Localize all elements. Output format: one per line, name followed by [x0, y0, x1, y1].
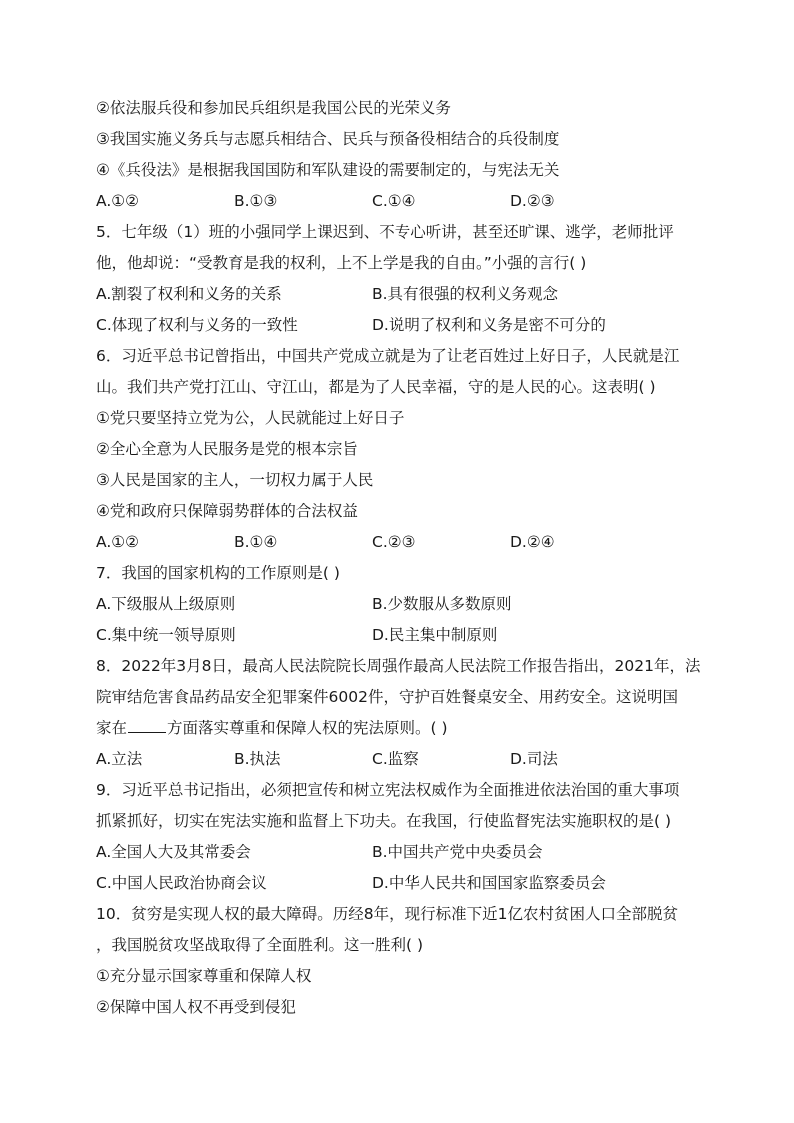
q6-options: [96, 527, 708, 558]
q6-option-b[interactable]: B.①④: [234, 533, 278, 551]
q4-statement-2: ②依法服兵役和参加民兵组织是我国公民的光荣义务: [96, 99, 451, 117]
q7-stem: 7．我国的国家机构的工作原则是( ): [96, 564, 340, 582]
q5-options-row-1: [96, 279, 708, 310]
q4-option-a[interactable]: A.①②: [96, 192, 140, 210]
q10-stem-line-1: 10．贫穷是实现人权的最大障碍。历经8年，现行标准下近1亿农村贫困人口全部脱贫: [96, 905, 678, 923]
q5-option-d[interactable]: D.说明了权利和义务是密不可分的: [372, 316, 606, 334]
q8-option-d[interactable]: D.司法: [510, 750, 558, 768]
q8-options: [96, 744, 708, 775]
q6-option-c[interactable]: C.②③: [372, 533, 416, 551]
q8-stem-line-1: 8．2022年3月8日，最高人民法院院长周强作最高人民法院工作报告指出，2021年，法: [96, 657, 701, 675]
q5-stem-line-2: 他，他却说：“受教育是我的权利，上不上学是我的自由。”小强的言行( ): [96, 254, 587, 272]
q9-options-row-1: [96, 837, 708, 868]
q8-option-c[interactable]: C.监察: [372, 750, 419, 768]
q6-option-a[interactable]: A.①②: [96, 533, 140, 551]
q6-stem-line-1: 6．习近平总书记曾指出，中国共产党成立就是为了让老百姓过上好日子，人民就是江: [96, 347, 680, 365]
q8-stem-suffix: 方面落实尊重和保障人权的宪法原则。( ): [167, 719, 448, 737]
q10-statement-1: ①充分显示国家尊重和保障人权: [96, 967, 312, 985]
q6-statement-4: ④党和政府只保障弱势群体的合法权益: [96, 502, 358, 520]
q4-option-b[interactable]: B.①③: [234, 192, 278, 210]
q4-option-c[interactable]: C.①④: [372, 192, 416, 210]
q6-statement-3: ③人民是国家的主人，一切权力属于人民: [96, 471, 374, 489]
q8-option-a[interactable]: A.立法: [96, 750, 143, 768]
q8-stem-line-3: [96, 713, 708, 744]
q5-options-row-2: [96, 310, 708, 341]
q9-option-c[interactable]: C.中国人民政治协商会议: [96, 874, 267, 892]
q6-statement-1: ①党只要坚持立党为公，人民就能过上好日子: [96, 409, 405, 427]
q9-options-row-2: [96, 868, 708, 899]
q8-option-b[interactable]: B.执法: [234, 750, 281, 768]
q7-options-row-1: [96, 589, 708, 620]
q7-option-a[interactable]: A.下级服从上级原则: [96, 595, 236, 613]
fill-in-blank[interactable]: [128, 731, 166, 733]
q5-stem-line-1: 5．七年级（1）班的小强同学上课迟到、不专心听讲，甚至还旷课、逃学，老师批评: [96, 223, 674, 241]
q10-statement-2: ②保障中国人权不再受到侵犯: [96, 998, 296, 1016]
q8-stem-prefix: 家在: [96, 719, 128, 737]
q7-option-b[interactable]: B.少数服从多数原则: [372, 595, 512, 613]
q9-option-d[interactable]: D.中华人民共和国国家监察委员会: [372, 874, 606, 892]
q4-option-d[interactable]: D.②③: [510, 192, 555, 210]
q10-stem-line-2: ，我国脱贫攻坚战取得了全面胜利。这一胜利( ): [96, 936, 424, 954]
q5-option-c[interactable]: C.体现了权利与义务的一致性: [96, 316, 298, 334]
q9-stem-line-1: 9．习近平总书记指出，必须把宣传和树立宪法权威作为全面推进依法治国的重大事项: [96, 781, 680, 799]
q6-stem-line-2: 山。我们共产党打江山、守江山，都是为了人民幸福，守的是人民的心。这表明( ): [96, 378, 656, 396]
q9-stem-line-2: 抓紧抓好，切实在宪法实施和监督上下功夫。在我国，行使监督宪法实施职权的是( ): [96, 812, 672, 830]
q7-options-row-2: [96, 620, 708, 651]
q8-stem-line-2: 院审结危害食品药品安全犯罪案件6002件，守护百姓餐桌安全、用药安全。这说明国: [96, 688, 678, 706]
q5-option-b[interactable]: B.具有很强的权利义务观念: [372, 285, 559, 303]
q7-option-c[interactable]: C.集中统一领导原则: [96, 626, 236, 644]
q4-options: [96, 186, 708, 217]
q9-option-b[interactable]: B.中国共产党中央委员会: [372, 843, 543, 861]
page-content: [96, 93, 708, 1023]
q7-option-d[interactable]: D.民主集中制原则: [372, 626, 498, 644]
q4-statement-4: ④《兵役法》是根据我国国防和军队建设的需要制定的，与宪法无关: [96, 161, 560, 179]
q9-option-a[interactable]: A.全国人大及其常委会: [96, 843, 251, 861]
q6-statement-2: ②全心全意为人民服务是党的根本宗旨: [96, 440, 358, 458]
q4-statement-3: ③我国实施义务兵与志愿兵相结合、民兵与预备役相结合的兵役制度: [96, 130, 560, 148]
q5-option-a[interactable]: A.割裂了权利和义务的关系: [96, 285, 282, 303]
q6-option-d[interactable]: D.②④: [510, 533, 555, 551]
